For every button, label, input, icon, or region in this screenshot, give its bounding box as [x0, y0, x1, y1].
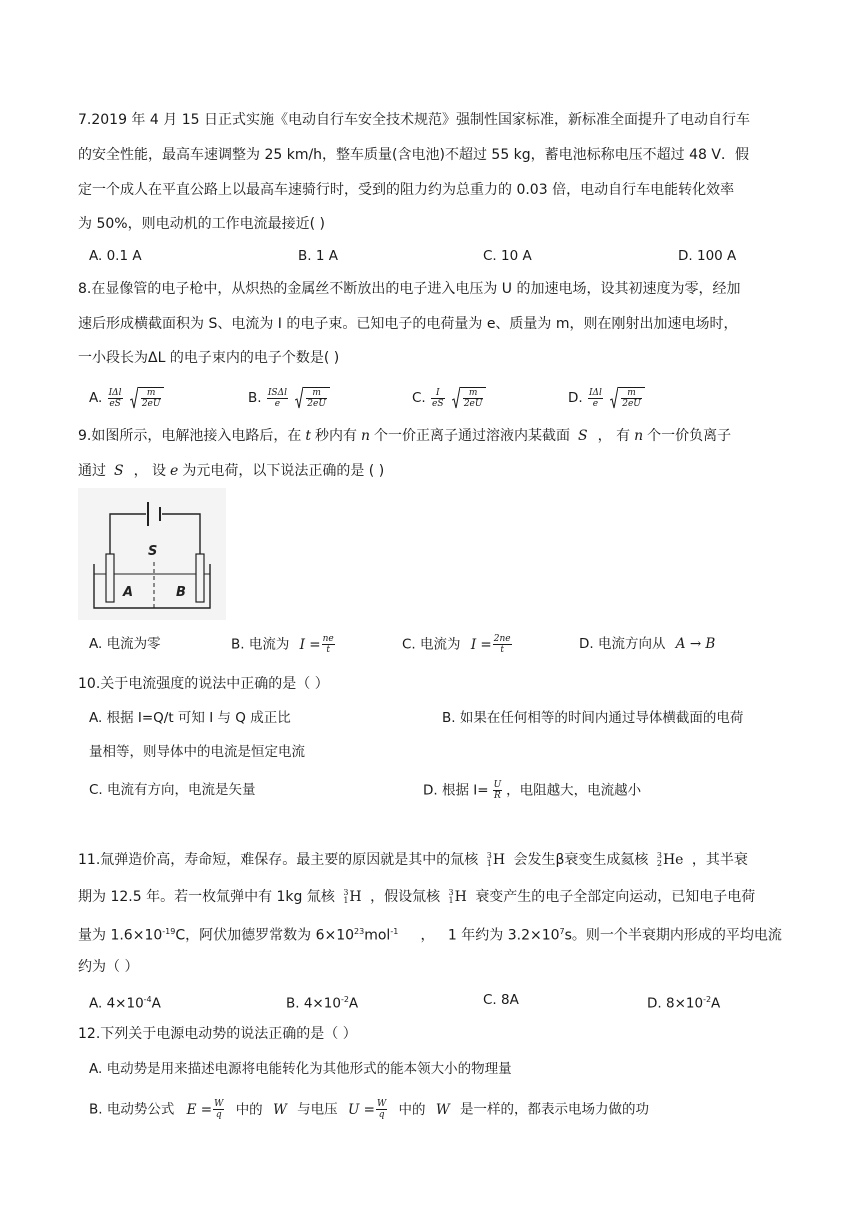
- q8-option-a-fraction: [108, 388, 123, 409]
- exponent: -2: [340, 995, 349, 1004]
- fraction-denominator: t: [500, 645, 504, 655]
- formula-lhs: U =: [347, 1101, 375, 1118]
- fraction-denominator: e: [274, 398, 281, 409]
- q8-option-d: [568, 386, 645, 410]
- q10-line-1: 10.关于电流强度的说法中正确的是（ ）: [78, 676, 329, 692]
- q9-line-2: [78, 461, 384, 481]
- element-symbol: H: [454, 889, 467, 905]
- text-run: ，电阻越大，电流越小: [506, 782, 642, 799]
- text-run: 11.氚弹造价高，寿命短，难保存。最主要的原因就是其中的氚核: [78, 852, 479, 868]
- q12-option-a: A. 电动势是用来描述电源将电能转化为其他形式的能本领大小的物理量: [89, 1061, 512, 1077]
- atomic-number: 2: [656, 859, 662, 868]
- fraction-denominator: 2eU: [463, 399, 483, 409]
- text-run: 9.如图所示，电解池接入电路后，在: [78, 428, 302, 444]
- q12-line-1: 12.下列关于电源电动势的说法正确的是（ ）: [78, 1026, 357, 1042]
- radical-icon: [130, 386, 138, 410]
- label-b: B: [176, 585, 186, 600]
- label-a: A: [123, 585, 134, 600]
- formula-lhs: E =: [186, 1101, 213, 1118]
- mass-number: 3: [656, 851, 662, 860]
- fraction-denominator: 2eU: [141, 399, 161, 409]
- q11-line-4: 约为（ ）: [78, 959, 139, 975]
- fraction-numerator: U: [493, 780, 502, 790]
- fraction-denominator: eS: [432, 398, 444, 409]
- fraction-numerator: m: [621, 388, 642, 399]
- q11-option-d: [647, 990, 720, 1014]
- fraction-denominator: e: [592, 398, 599, 409]
- mass-number: 3: [448, 888, 454, 897]
- fraction-numerator: I: [431, 388, 445, 399]
- right-electrode: [196, 554, 204, 602]
- text-run: A. 4×10: [89, 995, 144, 1012]
- q8-option-b: [248, 386, 330, 410]
- fraction-denominator: 2eU: [307, 399, 326, 409]
- text-run: 通过: [78, 463, 106, 479]
- q9-option-a: A. 电流为零: [89, 636, 161, 652]
- var-t: t: [305, 428, 311, 444]
- left-electrode: [106, 554, 114, 602]
- var-n: n: [634, 428, 644, 444]
- text-run: 秒内有: [315, 428, 357, 444]
- q9-line-1: [78, 426, 731, 446]
- fraction-denominator: t: [326, 645, 330, 655]
- tritium-nucleus: [487, 850, 505, 870]
- formula-lhs: I =: [299, 636, 321, 653]
- q11-line-2: [78, 887, 755, 907]
- q8-option-b-fraction: [267, 388, 288, 409]
- text-run: 与电压: [297, 1101, 338, 1118]
- q11-option-c: C. 8A: [483, 992, 519, 1008]
- q9-option-d: [579, 634, 715, 654]
- q8-option-c-label: C.: [412, 390, 426, 406]
- exponent: -4: [143, 995, 152, 1004]
- fraction-numerator: IΔl: [108, 387, 122, 398]
- var-s: S: [114, 463, 124, 479]
- option-label: B. 电流为: [231, 636, 290, 653]
- q7-option-b: B. 1 A: [298, 248, 338, 264]
- exponent: -1: [390, 927, 399, 936]
- q8-line-1: 8.在显像管的电子枪中，从炽热的金属丝不断放出的电子进入电压为 U 的加速电场，设其初速度为零，经加: [78, 281, 741, 297]
- q8-option-c-sqrt: [452, 386, 487, 410]
- tritium-nucleus: [343, 887, 361, 907]
- option-label: B. 电动势公式: [89, 1101, 175, 1118]
- q11-option-b: [286, 990, 358, 1014]
- text-run: 衰变产生的电子全部定向运动，已知电子电荷: [475, 889, 756, 905]
- q8-option-b-label: B.: [248, 390, 262, 406]
- text-run: ， 设: [133, 463, 167, 479]
- text-run: A: [348, 995, 359, 1012]
- text-run: ， 有: [597, 428, 631, 444]
- q7-line-2: 的安全性能，最高车速调整为 25 km/h，整车质量(含电池)不超过 55 kg，蓄电池标称电压不超过 48 V．假: [78, 147, 749, 163]
- mass-number: 3: [486, 851, 492, 860]
- exponent: 23: [354, 927, 365, 936]
- text-run: A: [151, 995, 161, 1012]
- q8-option-d-fraction: [588, 388, 603, 409]
- text-run: 为元电荷，以下说法正确的是 ( ): [182, 463, 385, 479]
- q8-option-c: [412, 386, 486, 410]
- q7-option-d: D. 100 A: [678, 248, 737, 264]
- fraction-denominator: 2eU: [622, 399, 641, 409]
- formula-lhs: I =: [470, 636, 492, 653]
- atomic-number: 1: [343, 896, 349, 905]
- radical-icon: [452, 386, 460, 410]
- text-run: 期为 12.5 年。若一枚氚弹中有 1kg 氚核: [78, 889, 335, 905]
- text-run: 个一价负离子: [647, 428, 732, 444]
- fraction-numerator: IΔl: [588, 387, 602, 398]
- fraction-numerator: W: [376, 1099, 387, 1109]
- option-label: D. 根据 I=: [423, 782, 489, 799]
- text-run: 个一价正离子通过溶液内某截面: [374, 428, 571, 444]
- text-run: 中的: [398, 1101, 426, 1118]
- radical-icon: [610, 386, 618, 410]
- q8-line-2: 速后形成横截面积为 S、电流为 I 的电子束。已知电子的电荷量为 e、质量为 m，则在刚射出加速电场时，: [78, 316, 738, 332]
- atomic-number: 1: [448, 896, 454, 905]
- atomic-number: 1: [486, 859, 492, 868]
- helium-nucleus: [657, 850, 684, 870]
- var-s: S: [578, 428, 588, 444]
- fraction-denominator: eS: [109, 398, 121, 409]
- q10-option-c: C. 电流有方向，电流是矢量: [89, 782, 256, 798]
- element-symbol: H: [492, 852, 506, 868]
- q9-option-c: [402, 634, 513, 655]
- element-symbol: H: [349, 889, 362, 905]
- q8-option-b-sqrt: [295, 386, 330, 410]
- exponent: 7: [559, 927, 565, 936]
- q11-line-1: [78, 850, 748, 870]
- q7-line-3: 定一个成人在平直公路上以最高车速骑行时，受到的阻力约为总重力的 0.03 倍，电动自行车电能转化效率: [78, 182, 735, 198]
- text-run: 会发生β衰变生成氦核: [513, 852, 649, 868]
- q10-option-d: [423, 780, 641, 801]
- fraction-numerator: ne: [322, 634, 334, 644]
- fraction-denominator: R: [493, 791, 501, 801]
- tritium-nucleus: [449, 887, 467, 907]
- electrolytic-cell-figure: [78, 488, 226, 620]
- q7-line-1: 7.2019 年 4 月 15 日正式实施《电动自行车安全技术规范》强制性国家标准，新标准全面提升了电动自行车: [78, 112, 750, 128]
- text-run: mol: [364, 927, 391, 944]
- var-n: n: [361, 428, 371, 444]
- q7-line-4: 为 50%，则电动机的工作电流最接近( ): [78, 216, 325, 232]
- q8-option-a: [89, 386, 164, 410]
- exponent: -19: [162, 927, 176, 936]
- q10-option-b-line1: B. 如果在任何相等的时间内通过导体横截面的电荷: [442, 710, 744, 726]
- q8-option-c-fraction: [431, 388, 445, 409]
- fraction-numerator: ISΔl: [267, 387, 287, 398]
- text-run: 量为 1.6×10: [78, 927, 163, 944]
- exponent: -2: [703, 995, 712, 1004]
- q11-option-a: [89, 990, 161, 1014]
- q8-line-3: 一小段长为ΔL 的电子束内的电子个数是( ): [78, 350, 340, 366]
- var-e: e: [170, 463, 179, 479]
- var-w: W: [435, 1101, 450, 1118]
- formula: A → B: [675, 636, 716, 652]
- text-run: ， 1 年约为 3.2×10: [398, 927, 560, 944]
- mass-number: 3: [343, 888, 349, 897]
- fraction-numerator: m: [306, 388, 327, 399]
- q8-option-a-sqrt: [130, 386, 165, 410]
- q12-option-b: [89, 1099, 649, 1120]
- q10-option-a: A. 根据 I=Q/t 可知 I 与 Q 成正比: [89, 710, 291, 726]
- fraction-numerator: m: [141, 388, 162, 399]
- fraction-numerator: W: [214, 1099, 224, 1109]
- text-run: B. 4×10: [286, 995, 341, 1012]
- text-run: A: [711, 995, 721, 1012]
- option-label: C. 电流为: [402, 636, 461, 653]
- text-run: 是一样的，都表示电场力做的功: [460, 1101, 649, 1118]
- radical-icon: [295, 386, 303, 410]
- q8-option-a-label: A.: [89, 390, 103, 406]
- q9-option-b: [231, 634, 336, 655]
- label-s: S: [148, 544, 158, 559]
- q8-option-d-label: D.: [568, 390, 583, 406]
- text-run: D. 8×10: [647, 995, 704, 1012]
- fraction-numerator: m: [463, 388, 484, 399]
- q10-option-b-line2: 量相等，则导体中的电流是恒定电流: [89, 744, 305, 760]
- element-symbol: He: [662, 852, 684, 868]
- q7-option-c: C. 10 A: [483, 248, 532, 264]
- var-w: W: [272, 1101, 287, 1118]
- text-run: s。则一个半衰期内形成的平均电流: [564, 927, 782, 944]
- q7-option-a: A. 0.1 A: [89, 248, 142, 264]
- text-run: 中的: [235, 1101, 263, 1118]
- text-run: C，阿伏加德罗常数为 6×10: [175, 927, 355, 944]
- text-run: ，其半衰: [691, 852, 748, 868]
- fraction-denominator: q: [215, 1110, 222, 1120]
- q11-line-3: [78, 922, 782, 946]
- option-label: D. 电流方向从: [579, 636, 666, 652]
- q8-option-d-sqrt: [610, 386, 645, 410]
- text-run: ，假设氚核: [370, 889, 441, 905]
- fraction-numerator: 2ne: [493, 634, 511, 644]
- fraction-denominator: q: [378, 1110, 385, 1120]
